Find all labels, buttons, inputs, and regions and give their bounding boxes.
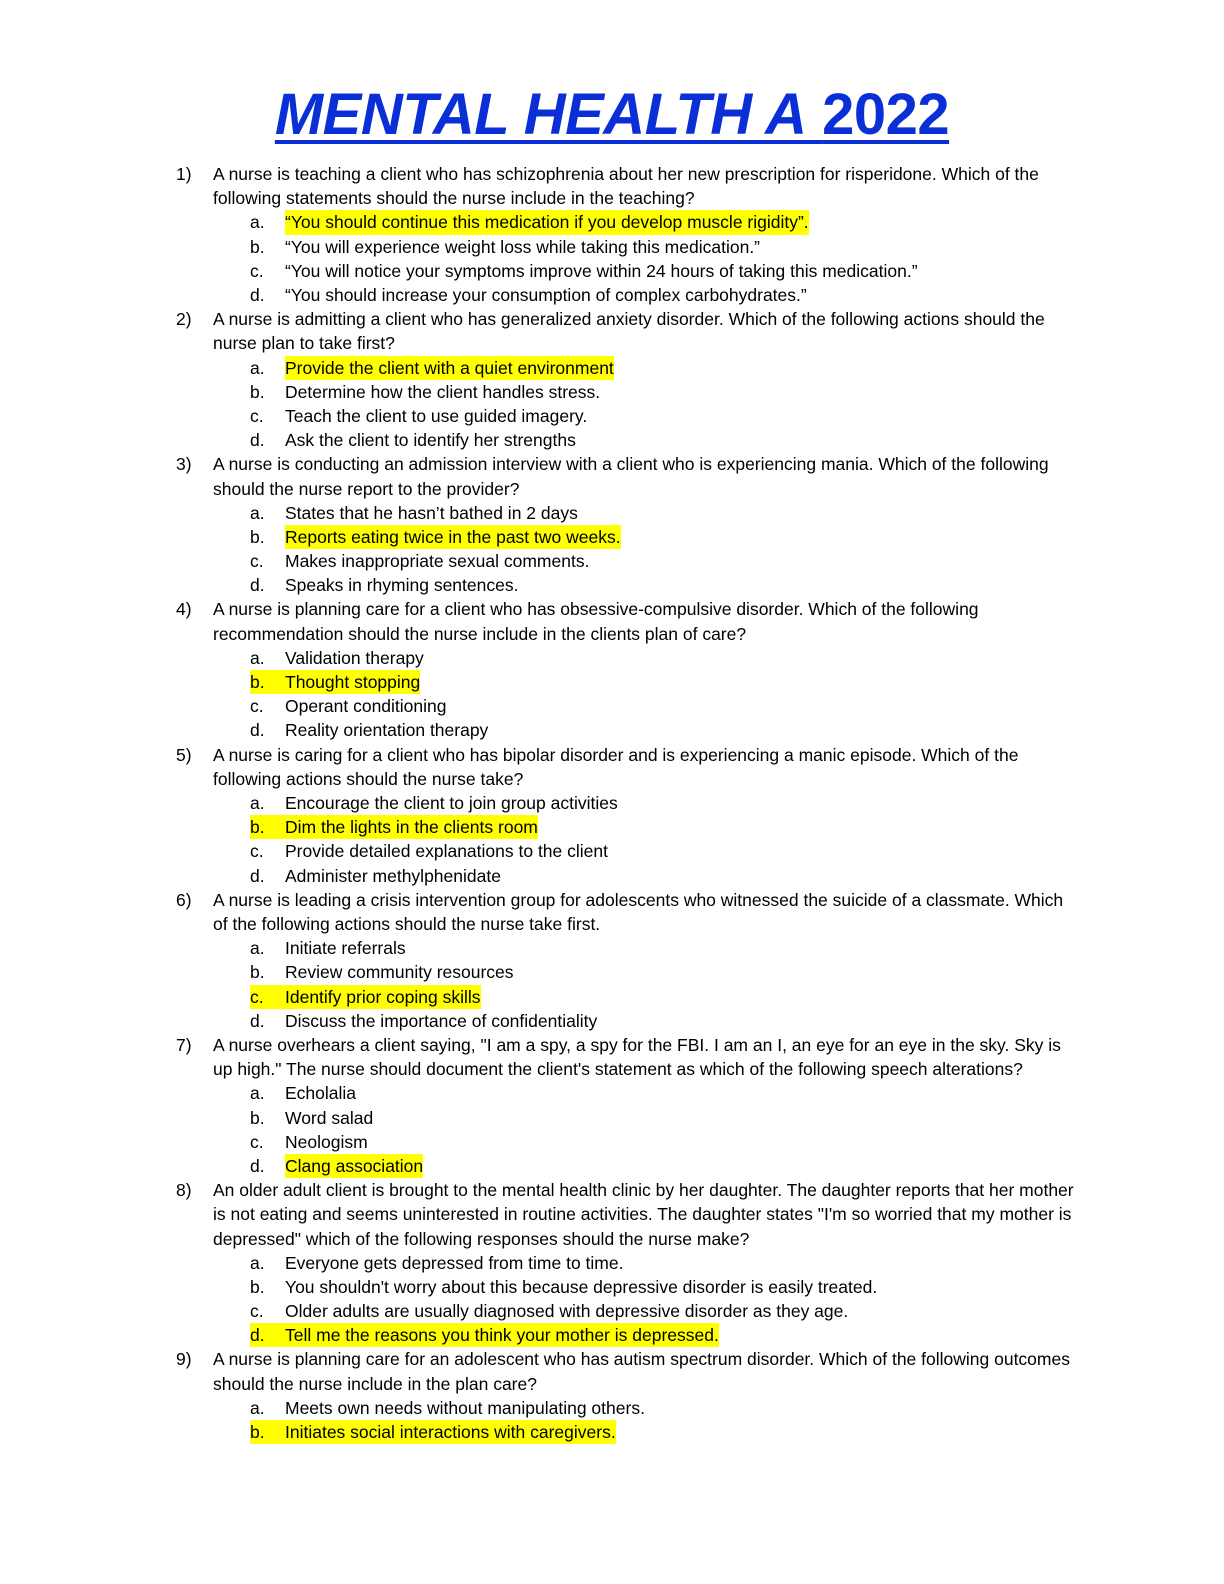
question-number: 3) xyxy=(176,454,192,475)
answer-option xyxy=(0,1251,1224,1275)
question-number: 7) xyxy=(176,1034,192,1055)
option-letter: c. xyxy=(250,1301,264,1322)
option-letter: a. xyxy=(250,1397,265,1418)
option-text: Older adults are usually diagnosed with depressive disorder as they age. xyxy=(285,1301,849,1322)
option-letter: b. xyxy=(250,1276,265,1297)
option-text: “You will experience weight loss while taking this medication.” xyxy=(285,236,761,257)
option-text: Echolalia xyxy=(285,1083,357,1104)
question-stem xyxy=(0,452,1224,500)
answer-option xyxy=(0,839,1224,863)
option-letter: b. xyxy=(250,962,265,983)
answer-option xyxy=(0,718,1224,742)
option-text: Determine how the client handles stress. xyxy=(285,381,601,402)
option-text: Teach the client to use guided imagery. xyxy=(285,405,588,426)
answer-option xyxy=(0,1154,1224,1178)
answer-option xyxy=(0,1420,1224,1444)
option-letter: a. xyxy=(250,212,265,233)
answer-option xyxy=(0,525,1224,549)
option-letter: c. xyxy=(250,1131,264,1152)
correct-answer-text: Provide the client with a quiet environment xyxy=(285,356,614,380)
question-number: 5) xyxy=(176,744,192,765)
question-number: 6) xyxy=(176,889,192,910)
option-letter: a. xyxy=(250,647,265,668)
option-letter: a. xyxy=(250,793,265,814)
question-text: An older adult client is brought to the mental health clinic by her daughter. The daughter reports that her mother is not eating and seems uninterested in routine activities. The daughter states "I'm so worried that my mother is depressed" which of the following responses should the nurse make? xyxy=(213,1180,1074,1249)
answer-option xyxy=(0,670,1224,694)
answer-option xyxy=(0,283,1224,307)
option-text: Neologism xyxy=(285,1131,368,1152)
answer-option xyxy=(0,960,1224,984)
option-text: Validation therapy xyxy=(285,647,424,668)
option-letter: d. xyxy=(250,720,265,741)
option-letter: b. xyxy=(250,236,265,257)
option-letter: a. xyxy=(250,938,265,959)
question-list xyxy=(0,162,1224,1444)
document-title xyxy=(0,80,1224,150)
question-stem xyxy=(0,1178,1224,1251)
question-text: A nurse is planning care for a client who has obsessive-compulsive disorder. Which of the following recommendation should the nurse include in the clients plan of care? xyxy=(213,599,979,644)
option-letter: c. xyxy=(250,985,285,1009)
correct-answer-text: Initiates social interactions with caregivers. xyxy=(285,1420,616,1444)
correct-answer-text: Reports eating twice in the past two weeks. xyxy=(285,525,621,549)
question-stem xyxy=(0,1347,1224,1395)
option-letter: d. xyxy=(250,865,265,886)
correct-answer-text: Identify prior coping skills xyxy=(285,985,481,1009)
answer-option xyxy=(0,694,1224,718)
question-stem xyxy=(0,1033,1224,1081)
question-stem xyxy=(0,743,1224,791)
correct-answer-text: “You should continue this medication if you develop muscle rigidity”. xyxy=(285,210,809,234)
correct-answer-text: Clang association xyxy=(285,1154,423,1178)
answer-option xyxy=(0,864,1224,888)
option-text: Operant conditioning xyxy=(285,696,447,717)
question-text: A nurse is conducting an admission interview with a client who is experiencing mania. Which of the following should the nurse report to the provider? xyxy=(213,454,1049,499)
answer-option xyxy=(0,815,1224,839)
question-number: 4) xyxy=(176,599,192,620)
option-text: “You will notice your symptoms improve within 24 hours of taking this medication.” xyxy=(285,260,918,281)
option-letter: a. xyxy=(250,1252,265,1273)
option-letter: c. xyxy=(250,405,264,426)
option-letter: b. xyxy=(250,1420,285,1444)
question-text: A nurse is leading a crisis intervention group for adolescents who witnessed the suicide of a classmate. Which of the following actions should the nurse take first. xyxy=(213,889,1064,934)
option-letter: a. xyxy=(250,502,265,523)
option-letter: c. xyxy=(250,841,264,862)
answer-option xyxy=(0,573,1224,597)
question-text: A nurse is planning care for an adolescent who has autism spectrum disorder. Which of the following outcomes should the nurse include in the plan care? xyxy=(213,1349,1070,1394)
option-text: Word salad xyxy=(285,1107,374,1128)
option-text: Review community resources xyxy=(285,962,514,983)
answer-option xyxy=(0,404,1224,428)
answer-option xyxy=(0,210,1224,234)
question-stem xyxy=(0,162,1224,210)
answer-option xyxy=(0,1323,1224,1347)
option-letter: d. xyxy=(250,284,265,305)
option-text: Reality orientation therapy xyxy=(285,720,489,741)
option-letter: b. xyxy=(250,381,265,402)
question-stem xyxy=(0,597,1224,645)
answer-option xyxy=(0,380,1224,404)
option-text: Ask the client to identify her strengths xyxy=(285,430,576,451)
option-text: Makes inappropriate sexual comments. xyxy=(285,551,590,572)
answer-option xyxy=(0,646,1224,670)
option-text: Provide detailed explanations to the client xyxy=(285,841,608,862)
option-letter: a. xyxy=(250,357,265,378)
option-letter: d. xyxy=(250,575,265,596)
option-text: “You should increase your consumption of complex carbohydrates.” xyxy=(285,284,807,305)
question-number: 9) xyxy=(176,1349,192,1370)
answer-option xyxy=(0,1081,1224,1105)
correct-answer-text: Dim the lights in the clients room xyxy=(285,815,538,839)
option-letter: b. xyxy=(250,815,285,839)
option-letter: d. xyxy=(250,1155,265,1176)
option-letter: b. xyxy=(250,1107,265,1128)
answer-option xyxy=(0,936,1224,960)
answer-option xyxy=(0,985,1224,1009)
question-stem xyxy=(0,307,1224,355)
question-text: A nurse is teaching a client who has schizophrenia about her new prescription for risperidone. Which of the following statements should the nurse include in the teaching? xyxy=(213,164,1039,209)
correct-answer-text: Tell me the reasons you think your mother is depressed. xyxy=(285,1323,719,1347)
option-text: Discuss the importance of confidentiality xyxy=(285,1010,598,1031)
answer-option xyxy=(0,428,1224,452)
option-letter: d. xyxy=(250,430,265,451)
answer-option xyxy=(0,235,1224,259)
option-text: Initiate referrals xyxy=(285,938,406,959)
option-letter: a. xyxy=(250,1083,265,1104)
document-title-main: MENTAL HEALTH A xyxy=(274,82,807,147)
answer-option xyxy=(0,1299,1224,1323)
question-number: 2) xyxy=(176,309,192,330)
answer-option xyxy=(0,1275,1224,1299)
question-number: 1) xyxy=(176,164,192,184)
correct-answer-text: Thought stopping xyxy=(285,670,420,694)
option-text: Meets own needs without manipulating others. xyxy=(285,1397,645,1418)
option-text: Administer methylphenidate xyxy=(285,865,501,886)
option-letter: c. xyxy=(250,696,264,717)
option-letter: c. xyxy=(250,260,264,281)
option-text: States that he hasn’t bathed in 2 days xyxy=(285,502,578,523)
option-letter: b. xyxy=(250,526,265,547)
option-text: Everyone gets depressed from time to time. xyxy=(285,1252,624,1273)
question-text: A nurse overhears a client saying, "I am a spy, a spy for the FBI. I am an I, an eye for an eye in the sky. Sky is up high." The nurse should document the client's statement as which of the following speech alterations? xyxy=(213,1034,1061,1080)
document-title-year: 2022 xyxy=(822,82,950,147)
answer-option xyxy=(0,501,1224,525)
question-text: A nurse is admitting a client who has generalized anxiety disorder. Which of the following actions should the nurse plan to take first? xyxy=(213,309,1045,354)
option-letter: d. xyxy=(250,1323,285,1347)
option-letter: c. xyxy=(250,551,264,572)
option-letter: d. xyxy=(250,1010,265,1031)
answer-option xyxy=(0,1396,1224,1420)
question-stem xyxy=(0,888,1224,936)
answer-option xyxy=(0,1130,1224,1154)
option-text: Encourage the client to join group activities xyxy=(285,793,618,814)
answer-option xyxy=(0,259,1224,283)
option-text: Speaks in rhyming sentences. xyxy=(285,575,519,596)
answer-option xyxy=(0,1009,1224,1033)
answer-option xyxy=(0,549,1224,573)
question-text: A nurse is caring for a client who has bipolar disorder and is experiencing a manic episode. Which of the following actions should the nurse take? xyxy=(213,744,1019,789)
answer-option xyxy=(0,356,1224,380)
answer-option xyxy=(0,1106,1224,1130)
question-number: 8) xyxy=(176,1180,192,1201)
answer-option xyxy=(0,791,1224,815)
option-text: You shouldn't worry about this because depressive disorder is easily treated. xyxy=(285,1276,878,1297)
option-letter: b. xyxy=(250,670,285,694)
